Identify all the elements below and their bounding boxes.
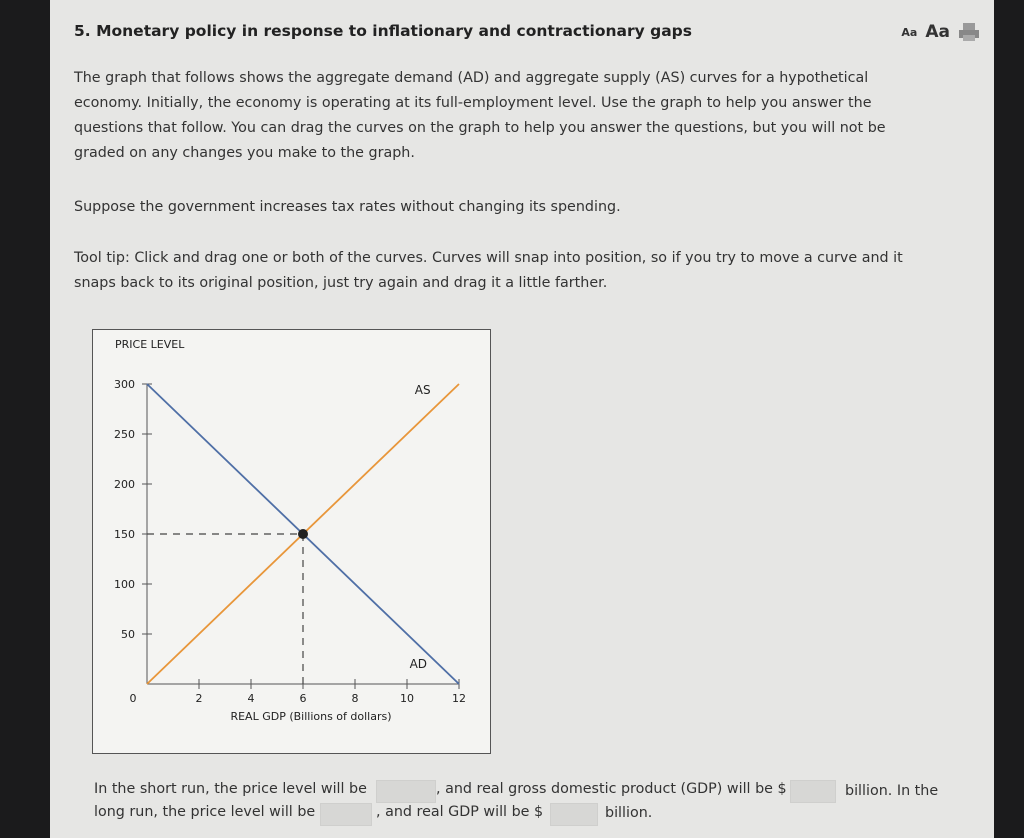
print-icon[interactable] <box>958 22 980 42</box>
y-tick-label: 250 <box>114 428 135 441</box>
scenario-text: Suppose the government increases tax rates without changing its spending. <box>74 199 621 215</box>
short-run-price-input[interactable] <box>376 780 436 803</box>
font-size-large-button[interactable]: Aa <box>925 22 950 42</box>
x-tick-label: 2 <box>195 692 203 705</box>
short-run-gdp-input[interactable] <box>790 780 836 803</box>
x-tick-label: 12 <box>452 692 466 705</box>
chart-svg <box>93 330 490 753</box>
y-axis-label: PRICE LEVEL <box>115 338 185 351</box>
y-tick-label: 50 <box>121 628 135 641</box>
long-run-middle: , and real GDP will be $ <box>376 804 544 820</box>
equilibrium-point <box>298 529 308 539</box>
x-tick-label: 8 <box>351 692 359 705</box>
as-curve-label: AS <box>414 383 431 397</box>
y-tick-label: 100 <box>114 578 135 591</box>
x-tick-label: 4 <box>247 692 255 705</box>
x-tick-label: 10 <box>400 692 414 705</box>
long-run-price-input[interactable] <box>320 803 372 826</box>
y-tick-label: 300 <box>114 378 135 391</box>
short-run-prefix: In the short run, the price level will be <box>94 781 367 797</box>
y-tick-label: 200 <box>114 478 135 491</box>
x-tick-label: 6 <box>299 692 307 705</box>
tool-tip-text: Tool tip: Click and drag one or both of the curves. Curves will snap into position, so if you try to move a curve and it snaps back to its original position, just try again and drag it a little farther. <box>74 250 903 291</box>
ad-as-graph <box>92 329 491 754</box>
long-run-prefix: long run, the price level will be <box>94 804 316 820</box>
question-panel <box>50 0 994 838</box>
long-run-gdp-input[interactable] <box>550 803 598 826</box>
ad-curve-label: AD <box>409 657 428 671</box>
short-run-middle: , and real gross domestic product (GDP) will be $ <box>436 781 787 797</box>
x-tick-label: 0 <box>129 692 137 705</box>
font-size-controls <box>901 22 980 42</box>
question-title: 5. Monetary policy in response to inflationary and contractionary gaps <box>74 22 693 40</box>
intro-text: The graph that follows shows the aggregate demand (AD) and aggregate supply (AS) curves for a hypothetical economy. Initially, the economy is operating at its full-employment level. Use the graph to help you answer the questions that follow. You can drag the curves on the graph to help you answer the questions, but you will not be graded on any changes you make to the graph. <box>74 70 886 161</box>
font-size-small-button[interactable]: Aa <box>901 25 918 39</box>
long-run-suffix: billion. <box>605 805 653 821</box>
short-run-suffix: billion. In the <box>845 783 939 799</box>
y-tick-label: 150 <box>114 528 135 541</box>
x-axis-label: REAL GDP (Billions of dollars) <box>230 710 392 723</box>
